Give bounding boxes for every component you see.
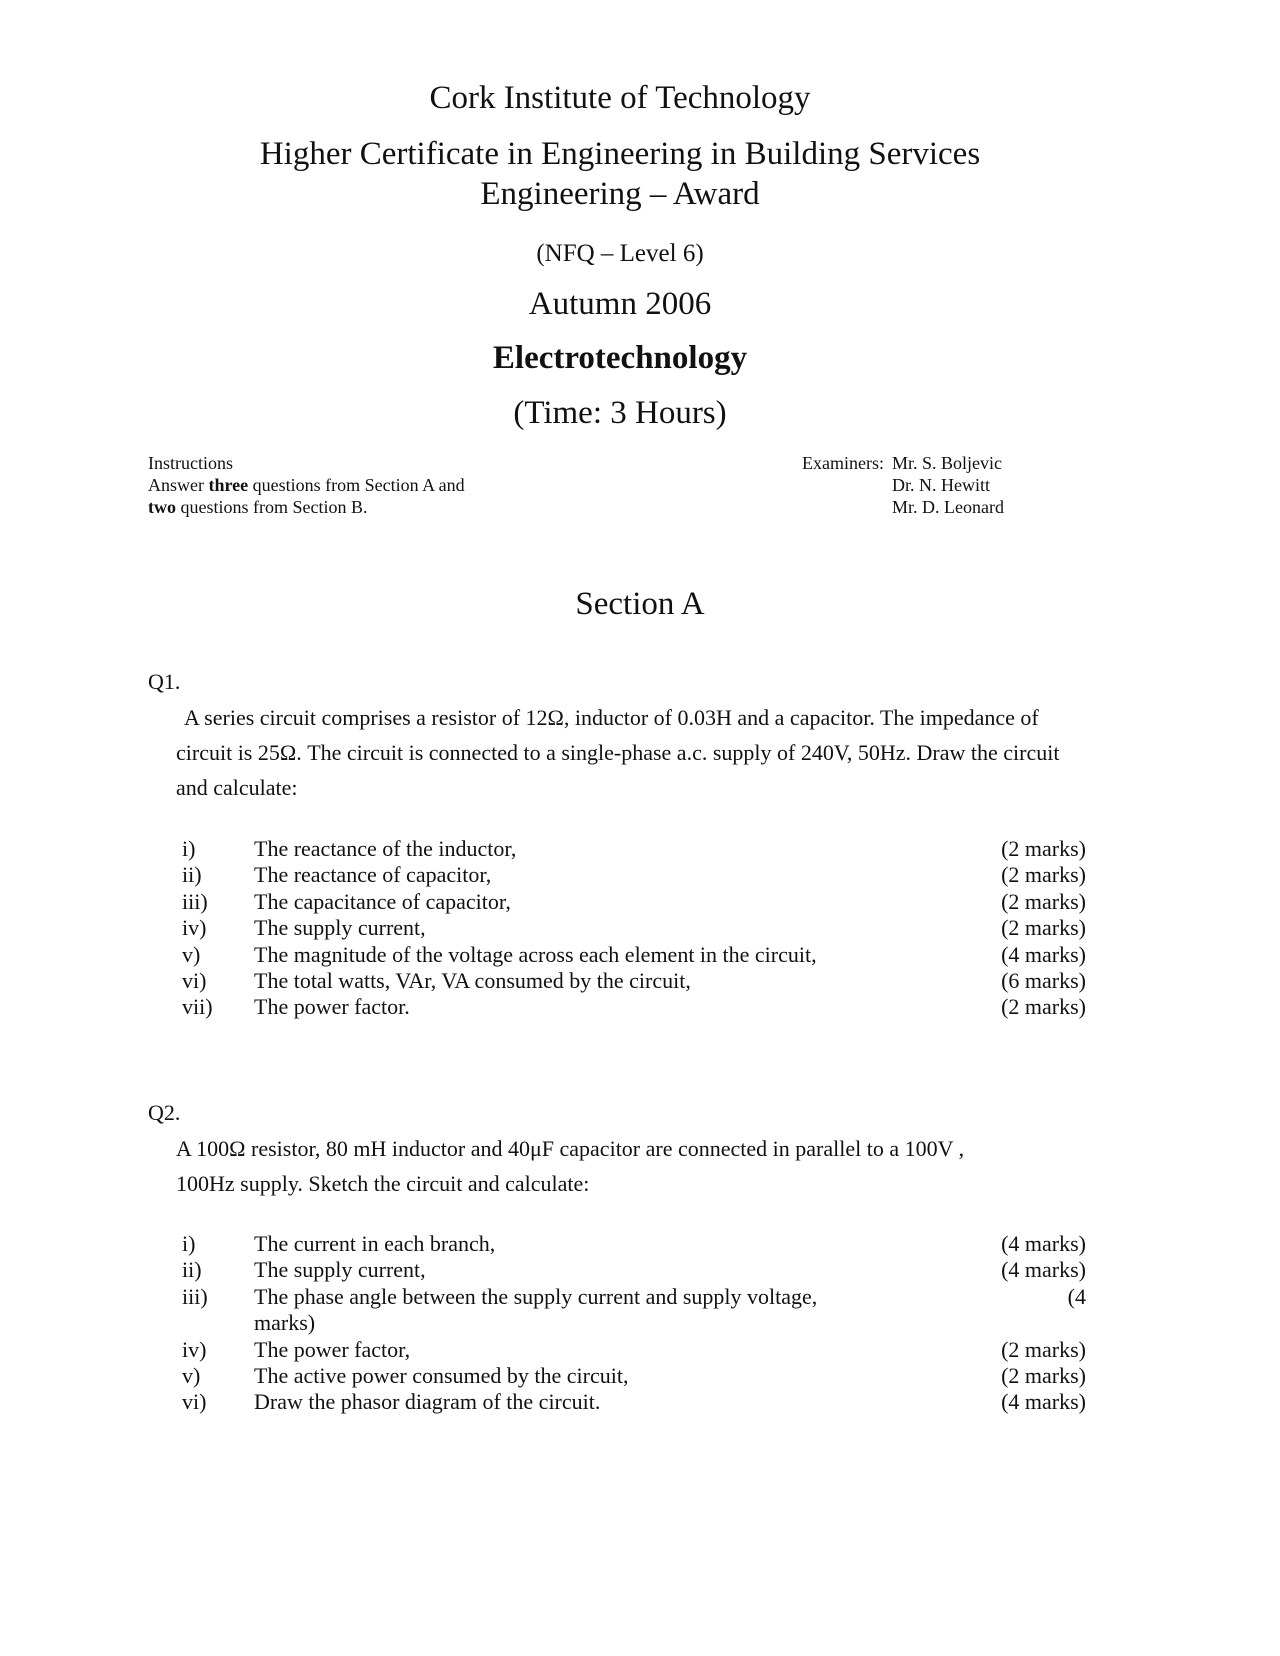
part-marks: (2 marks): [1001, 915, 1086, 941]
nfq-level: (NFQ – Level 6): [536, 240, 704, 267]
part-number: iv): [182, 1336, 207, 1362]
question-part: [182, 994, 1086, 1020]
examiners-block: [802, 452, 1004, 518]
part-number: ii): [182, 1257, 202, 1283]
part-marks: (4 marks): [1001, 1389, 1086, 1415]
part-marks: (2 marks): [1001, 836, 1086, 861]
programme-title-line1: Higher Certificate in Engineering in Building Services: [259, 136, 981, 172]
question-part: [182, 836, 1086, 862]
question-parts-q1: [182, 836, 1086, 1021]
question-part: [182, 1389, 1086, 1415]
question-stem-line: A 100Ω resistor, 80 mH inductor and 40μF capacitor are connected in parallel to a 100V ,: [176, 1136, 965, 1161]
instructions-line2: [148, 496, 465, 518]
part-number: iii): [182, 1283, 208, 1309]
examiner-name: Dr. N. Hewitt: [891, 475, 990, 495]
part-text: The power factor,: [254, 1336, 411, 1362]
question-part: [182, 1231, 1086, 1257]
question-part: [182, 915, 1086, 941]
question-part: [182, 1257, 1086, 1283]
part-number: vi): [182, 1389, 207, 1415]
exam-term: Autumn 2006: [528, 286, 712, 322]
instructions-line1-pre: Answer: [148, 475, 209, 495]
part-marks: (4 marks): [1001, 1257, 1086, 1283]
part-text: The total watts, VAr, VA consumed by the circuit,: [254, 968, 691, 994]
exam-duration: (Time: 3 Hours): [513, 395, 727, 431]
programme-title-line2: Engineering – Award: [480, 176, 760, 212]
question-part: [182, 1337, 1086, 1363]
examiners-names: [892, 452, 1004, 518]
part-number: i): [182, 1231, 196, 1256]
part-text: The current in each branch,: [254, 1231, 496, 1256]
instructions-line1-post: questions from Section A and: [248, 475, 465, 495]
part-text: The phase angle between the supply current and supply voltage,: [254, 1283, 818, 1309]
part-marks: (2 marks): [1001, 994, 1086, 1020]
question-part: [182, 1363, 1086, 1389]
section-title: Section A: [575, 586, 705, 622]
part-text: The supply current,: [254, 1257, 426, 1283]
part-number: iv): [182, 915, 207, 941]
question-part-continuation: marks): [254, 1310, 316, 1336]
question-part: [182, 942, 1086, 968]
question-part: [182, 1284, 1086, 1310]
part-marks: (6 marks): [1001, 968, 1086, 994]
part-marks: (2 marks): [1001, 1336, 1086, 1362]
part-marks: (4: [1067, 1283, 1086, 1309]
part-number: iii): [182, 888, 208, 914]
examiner-name: Mr. D. Leonard: [891, 497, 1004, 517]
part-text: Draw the phasor diagram of the circuit.: [254, 1389, 601, 1415]
question-number-q1: Q1.: [148, 669, 181, 694]
part-text: The reactance of capacitor,: [254, 862, 492, 888]
part-text: The active power consumed by the circuit,: [254, 1363, 629, 1389]
part-text: The reactance of the inductor,: [254, 836, 517, 861]
instructions-line2-post: questions from Section B.: [176, 497, 368, 517]
examiners-label: Examiners:: [802, 453, 884, 473]
part-number: i): [182, 836, 196, 861]
question-part: [182, 968, 1086, 994]
instructions-heading: Instructions: [148, 453, 233, 473]
institution-title: Cork Institute of Technology: [429, 80, 811, 116]
part-number: v): [182, 941, 201, 967]
part-marks: (4 marks): [1001, 941, 1086, 967]
part-text: The supply current,: [254, 915, 426, 941]
part-text: The power factor.: [254, 994, 410, 1020]
part-text: The capacitance of capacitor,: [254, 888, 511, 914]
question-parts-q2: [182, 1231, 1086, 1416]
part-marks: (2 marks): [1001, 1363, 1086, 1389]
part-marks: (2 marks): [1001, 888, 1086, 914]
part-marks: (2 marks): [1001, 862, 1086, 888]
instructions-line1-bold: three: [208, 475, 249, 495]
question-stem-line: 100Hz supply. Sketch the circuit and calculate:: [176, 1171, 590, 1196]
question-part: [182, 889, 1086, 915]
exam-subject: Electrotechnology: [492, 340, 748, 376]
question-stem-q1: A series circuit comprises a resistor of 12Ω, inductor of 0.03H and a capacitor. The impedance of circuit is 25Ω. The circuit is connected to a single-phase a.c. supply of 240V, 50Hz. Draw the circuit and calculate:: [176, 705, 1060, 800]
part-number: v): [182, 1363, 201, 1389]
instructions-block: [148, 452, 465, 518]
question-part: [182, 862, 1086, 888]
examiner-name: Mr. S. Boljevic: [891, 453, 1002, 473]
part-number: ii): [182, 862, 202, 888]
question-number-q2: Q2.: [148, 1100, 181, 1125]
part-marks: (4 marks): [1001, 1231, 1086, 1256]
part-number: vi): [182, 968, 207, 994]
question-stem-q2: [176, 1131, 1096, 1201]
part-text: The magnitude of the voltage across each element in the circuit,: [254, 941, 817, 967]
part-number: vii): [182, 994, 213, 1020]
instructions-line2-bold: two: [148, 497, 176, 517]
instructions-line1: [148, 474, 465, 496]
